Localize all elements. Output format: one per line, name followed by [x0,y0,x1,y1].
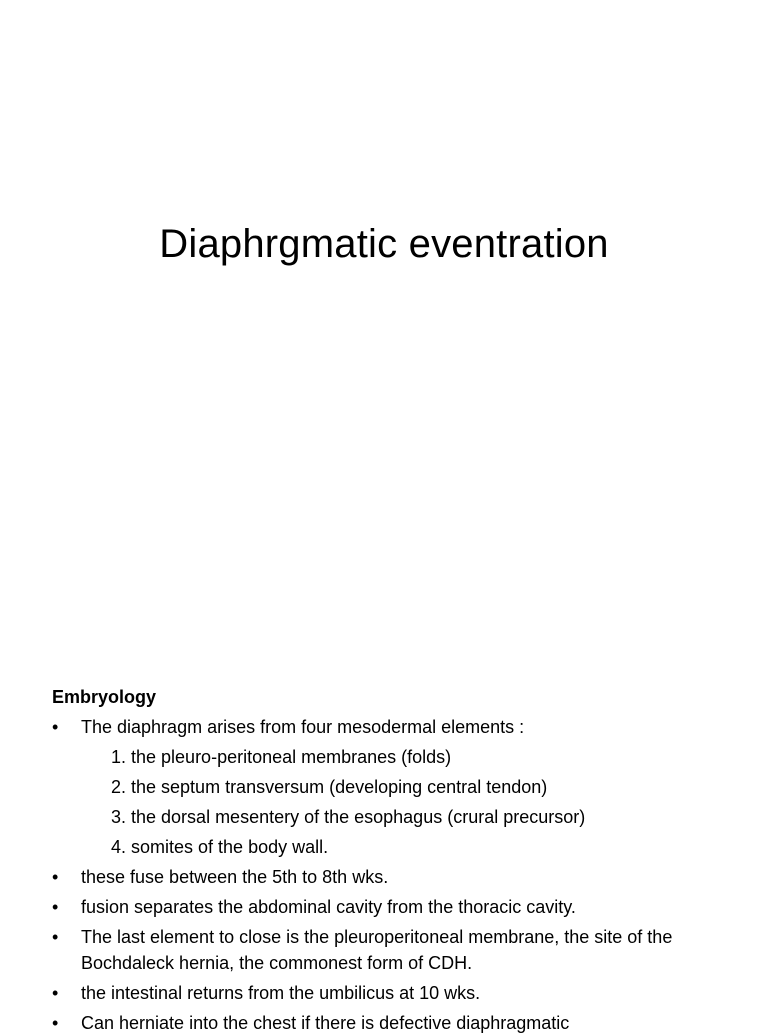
bullet-item [52,980,742,1006]
bullet-dot-icon: • [52,927,59,947]
sub-list-item: 2. the septum transversum (developing central tendon) [111,777,548,797]
bullet-dot-icon: • [52,867,59,887]
bullet-dot-icon: • [52,1013,59,1033]
sub-list-item: 1. the pleuro-peritoneal membranes (folds) [111,747,452,767]
bullet-text: Can herniate into the chest if there is defective diaphragmatic [81,1013,570,1033]
bullet-text: fusion separates the abdominal cavity from the thoracic cavity. [81,897,576,917]
bullet-text: these fuse between the 5th to 8th wks. [81,867,389,887]
slide-body [52,684,742,1036]
bullet-text: The diaphragm arises from four mesodermal elements : [81,717,525,737]
bullet-item [52,894,742,920]
bullet-item [52,714,742,860]
bullet-item [52,1010,742,1036]
bullet-dot-icon: • [52,717,59,737]
bullet-item [52,864,742,890]
sub-list [81,744,742,860]
bullet-text: the intestinal returns from the umbilicus at 10 wks. [81,983,481,1003]
bullet-text: The last element to close is the pleuroperitoneal membrane, the site of the Bochdaleck hernia, the commonest form of CDH. [81,927,673,973]
bullet-item [52,924,742,976]
section-heading: Embryology [52,687,157,707]
sub-list-item: 4. somites of the body wall. [111,837,329,857]
bullet-dot-icon: • [52,897,59,917]
bullet-list [52,714,742,1036]
sub-list-item: 3. the dorsal mesentery of the esophagus (crural precursor) [111,807,586,827]
slide-title: Diaphrgmatic eventration [159,222,609,266]
bullet-dot-icon: • [52,983,59,1003]
